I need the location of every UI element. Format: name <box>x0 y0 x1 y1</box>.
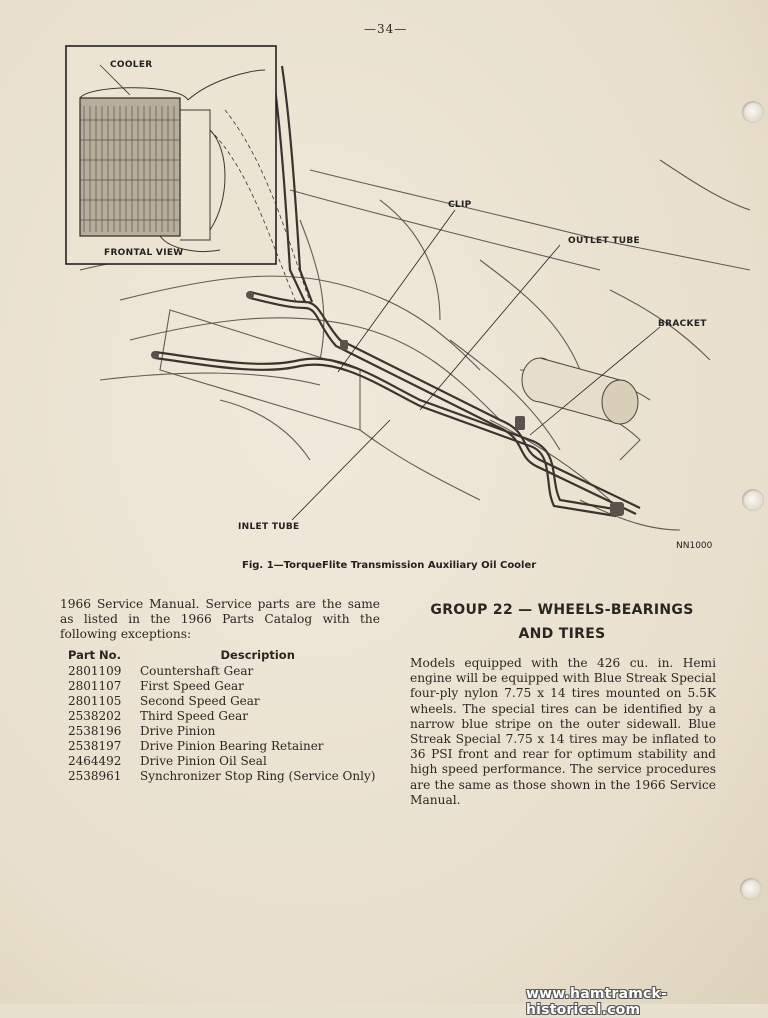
binder-hole <box>742 101 764 123</box>
part-number: 2538196 <box>68 724 122 738</box>
group-heading-line2: AND TIRES <box>518 626 606 642</box>
part-description: Third Speed Gear <box>140 709 248 723</box>
part-number: 2538961 <box>68 769 122 783</box>
group-body-text: Models equipped with the 426 cu. in. Hemi engine will be equipped with Blue Streak Special four-ply nylon 7.75 x 14 tires mounted on 5.5K wheels. The special tires can be identified by a narrow blue stripe on the outer sidewall. Blue Streak Special 7.75 x 14 tires may be inflated to 36 PSI front and rear for optimum stability and high speed performance. The service procedures are the same as those shown in the 1966 Service Manual. <box>410 656 716 807</box>
label-bracket: BRACKET <box>658 319 707 329</box>
table-row <box>68 664 375 679</box>
part-description: Second Speed Gear <box>140 694 260 708</box>
table-row <box>68 739 375 754</box>
part-description: Drive Pinion Bearing Retainer <box>140 739 324 753</box>
part-number: 2801109 <box>68 664 122 678</box>
service-parts-intro: 1966 Service Manual. Service parts are the same as listed in the 1966 Parts Catalog with the following exceptions: <box>60 597 380 641</box>
header-description: Description <box>220 648 295 662</box>
part-number: 2464492 <box>68 754 122 768</box>
site-watermark: www.hamtramck-historical.com <box>526 986 668 1018</box>
group-heading <box>412 598 712 646</box>
part-description: Synchronizer Stop Ring (Service Only) <box>140 769 376 783</box>
label-inlet-tube: INLET TUBE <box>238 522 300 532</box>
group-heading-line1: GROUP 22 — WHEELS-BEARINGS <box>430 602 694 618</box>
header-part-no: Part No. <box>68 648 121 662</box>
figure-caption: Fig. 1—TorqueFlite Transmission Auxiliary Oil Cooler <box>242 560 537 571</box>
part-number: 2538197 <box>68 739 122 753</box>
part-description: Drive Pinion <box>140 724 216 738</box>
service-parts-table <box>68 648 375 784</box>
table-row <box>68 694 375 709</box>
table-row <box>68 754 375 769</box>
table-row <box>68 709 375 724</box>
table-row <box>68 679 375 694</box>
oil-cooler-drawing <box>60 40 750 570</box>
label-outlet-tube: OUTLET TUBE <box>568 236 641 246</box>
part-description: Drive Pinion Oil Seal <box>140 754 267 768</box>
part-description: First Speed Gear <box>140 679 244 693</box>
figure-id: NN1000 <box>676 541 713 551</box>
part-number: 2538202 <box>68 709 122 723</box>
part-number: 2801105 <box>68 694 122 708</box>
table-header-row <box>68 648 375 664</box>
table-row <box>68 724 375 739</box>
label-frontal-view: FRONTAL VIEW <box>104 248 184 258</box>
part-number: 2801107 <box>68 679 122 693</box>
table-row <box>68 769 375 784</box>
oil-cooler-illustration <box>60 40 750 570</box>
label-clip: CLIP <box>448 200 472 210</box>
binder-hole <box>740 878 762 900</box>
page-number: —34— <box>364 22 408 36</box>
binder-hole <box>742 489 764 511</box>
label-cooler: COOLER <box>110 60 153 70</box>
part-description: Countershaft Gear <box>140 664 254 678</box>
